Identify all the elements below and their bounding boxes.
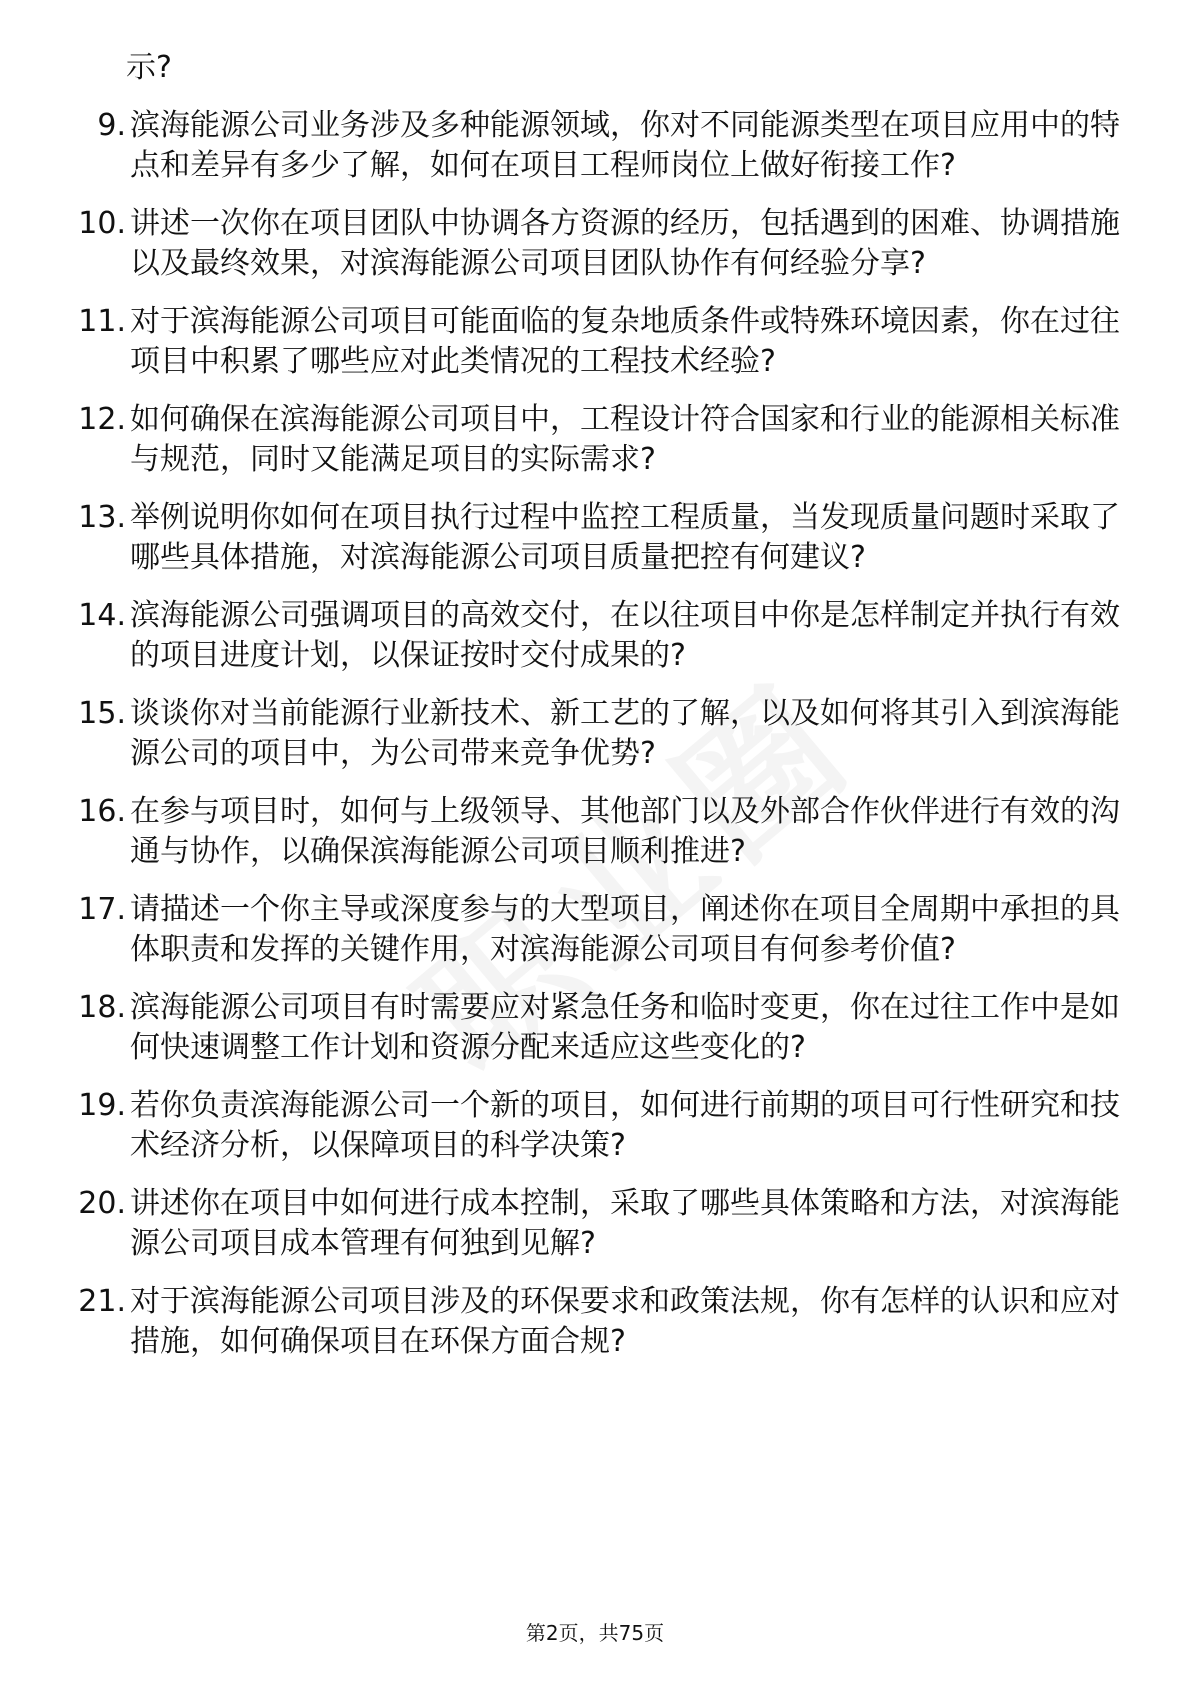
question-number: 18. xyxy=(78,990,126,1025)
question-item xyxy=(62,1086,1122,1166)
question-text: 讲述你在项目中如何进行成本控制，采取了哪些具体策略和方法，对滨海能源公司项目成本管理有何独到见解? xyxy=(130,1186,1120,1261)
question-number: 14. xyxy=(78,598,126,633)
page-number-footer: 第2页，共75页 xyxy=(525,1621,665,1645)
question-item xyxy=(62,1282,1122,1362)
question-text: 滨海能源公司项目有时需要应对紧急任务和临时变更，你在过往工作中是如何快速调整工作计划和资源分配来适应这些变化的? xyxy=(130,990,1120,1065)
question-number: 9. xyxy=(97,108,126,143)
question-number: 10. xyxy=(78,206,126,241)
question-list xyxy=(62,48,1122,1380)
question-number: 12. xyxy=(78,402,126,437)
question-item xyxy=(62,890,1122,970)
question-number: 11. xyxy=(78,304,126,339)
question-number: 16. xyxy=(78,794,126,829)
question-item xyxy=(62,694,1122,774)
question-number: 21. xyxy=(78,1284,126,1319)
question-item xyxy=(62,596,1122,676)
question-text: 对于滨海能源公司项目可能面临的复杂地质条件或特殊环境因素，你在过往项目中积累了哪些应对此类情况的工程技术经验? xyxy=(130,304,1120,379)
question-text: 讲述一次你在项目团队中协调各方资源的经历，包括遇到的困难、协调措施以及最终效果，对滨海能源公司项目团队协作有何经验分享? xyxy=(130,206,1120,281)
question-text: 举例说明你如何在项目执行过程中监控工程质量，当发现质量问题时采取了哪些具体措施，对滨海能源公司项目质量把控有何建议? xyxy=(130,500,1120,575)
continued-question-fragment: 示? xyxy=(126,50,172,85)
question-text: 在参与项目时，如何与上级领导、其他部门以及外部合作伙伴进行有效的沟通与协作，以确保滨海能源公司项目顺利推进? xyxy=(130,794,1120,869)
question-text: 滨海能源公司业务涉及多种能源领域，你对不同能源类型在项目应用中的特点和差异有多少了解，如何在项目工程师岗位上做好衔接工作? xyxy=(130,108,1120,183)
question-item xyxy=(62,792,1122,872)
question-item xyxy=(62,204,1122,284)
question-text: 如何确保在滨海能源公司项目中，工程设计符合国家和行业的能源相关标准与规范，同时又能满足项目的实际需求? xyxy=(130,402,1120,477)
question-number: 20. xyxy=(78,1186,126,1221)
question-text: 请描述一个你主导或深度参与的大型项目，阐述你在项目全周期中承担的具体职责和发挥的关键作用，对滨海能源公司项目有何参考价值? xyxy=(130,892,1120,967)
question-text: 对于滨海能源公司项目涉及的环保要求和政策法规，你有怎样的认识和应对措施，如何确保项目在环保方面合规? xyxy=(130,1284,1120,1359)
question-text: 滨海能源公司强调项目的高效交付，在以往项目中你是怎样制定并执行有效的项目进度计划，以保证按时交付成果的? xyxy=(130,598,1120,673)
question-number: 15. xyxy=(78,696,126,731)
question-number: 13. xyxy=(78,500,126,535)
question-text: 若你负责滨海能源公司一个新的项目，如何进行前期的项目可行性研究和技术经济分析，以保障项目的科学决策? xyxy=(130,1088,1120,1163)
question-item xyxy=(62,400,1122,480)
question-item xyxy=(62,106,1122,186)
question-item xyxy=(62,498,1122,578)
question-item xyxy=(62,302,1122,382)
question-item xyxy=(62,988,1122,1068)
question-number: 19. xyxy=(78,1088,126,1123)
question-number: 17. xyxy=(78,892,126,927)
question-item xyxy=(62,1184,1122,1264)
question-text: 谈谈你对当前能源行业新技术、新工艺的了解，以及如何将其引入到滨海能源公司的项目中，为公司带来竞争优势? xyxy=(130,696,1120,771)
